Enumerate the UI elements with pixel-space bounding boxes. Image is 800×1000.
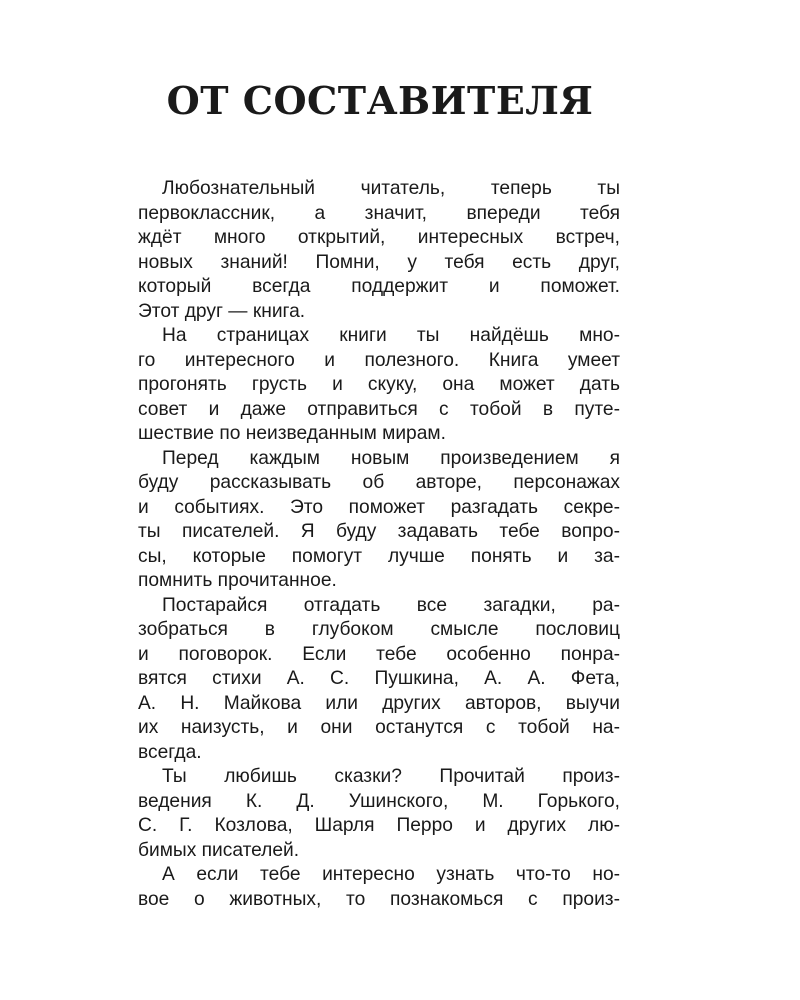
text-line: Постарайся отгадать все загадки, ра- bbox=[162, 594, 620, 616]
text-line: го интересного и полезного. Книга умеет bbox=[138, 349, 620, 371]
text-line: С. Г. Козлова, Шарля Перро и других лю- bbox=[138, 815, 620, 836]
text-line: первоклассник, а значит, впереди тебя bbox=[138, 202, 620, 224]
text-line: и поговорок. Если тебе особенно понра- bbox=[138, 643, 620, 665]
text-line: буду рассказывать об авторе, персонажах bbox=[138, 472, 620, 493]
text-line: На страницах книги ты найдёшь мно- bbox=[162, 325, 620, 346]
text-line: зобраться в глубоком смысле пословиц bbox=[138, 619, 620, 640]
text-line: Любознательный читатель, теперь ты bbox=[162, 178, 620, 199]
text-line: который всегда поддержит и поможет. bbox=[138, 276, 620, 297]
text-line: ты писателей. Я буду задавать тебе вопро- bbox=[138, 521, 620, 542]
text-line: и событиях. Это поможет разгадать секре- bbox=[138, 496, 620, 518]
text-line: совет и даже отправиться с тобой в путе- bbox=[138, 398, 620, 420]
text-line: их наизусть, и они останутся с тобой на- bbox=[138, 717, 620, 738]
page-title: ОТ СОСТАВИТЕЛЯ bbox=[166, 78, 594, 123]
text-line: бимых писателей. bbox=[138, 839, 300, 861]
text-line: вое о животных, то познакомься с произ- bbox=[138, 888, 620, 910]
text-line: А если тебе интересно узнать что-то но- bbox=[162, 864, 620, 885]
text-line: ведения К. Д. Ушинского, М. Горького, bbox=[138, 790, 620, 812]
text-line: шествие по неизведанным мирам. bbox=[138, 423, 446, 444]
text-line: сы, которые помогут лучше понять и за- bbox=[138, 545, 620, 567]
text-line: Перед каждым новым произведением я bbox=[162, 447, 620, 469]
text-line: ждёт много открытий, интересных встреч, bbox=[138, 227, 620, 248]
text-line: А. Н. Майкова или других авторов, выучи bbox=[138, 692, 620, 714]
text-line: прогонять грусть и скуку, она может дать bbox=[138, 374, 620, 395]
text-line: всегда. bbox=[138, 741, 202, 763]
text-line: вятся стихи А. С. Пушкина, А. А. Фета, bbox=[138, 668, 620, 689]
body-text bbox=[138, 177, 620, 912]
text-line: новых знаний! Помни, у тебя есть друг, bbox=[138, 251, 620, 273]
text-line: помнить прочитанное. bbox=[138, 570, 337, 591]
text-line: Этот друг — книга. bbox=[138, 300, 306, 322]
text-line: Ты любишь сказки? Прочитай произ- bbox=[162, 766, 620, 787]
